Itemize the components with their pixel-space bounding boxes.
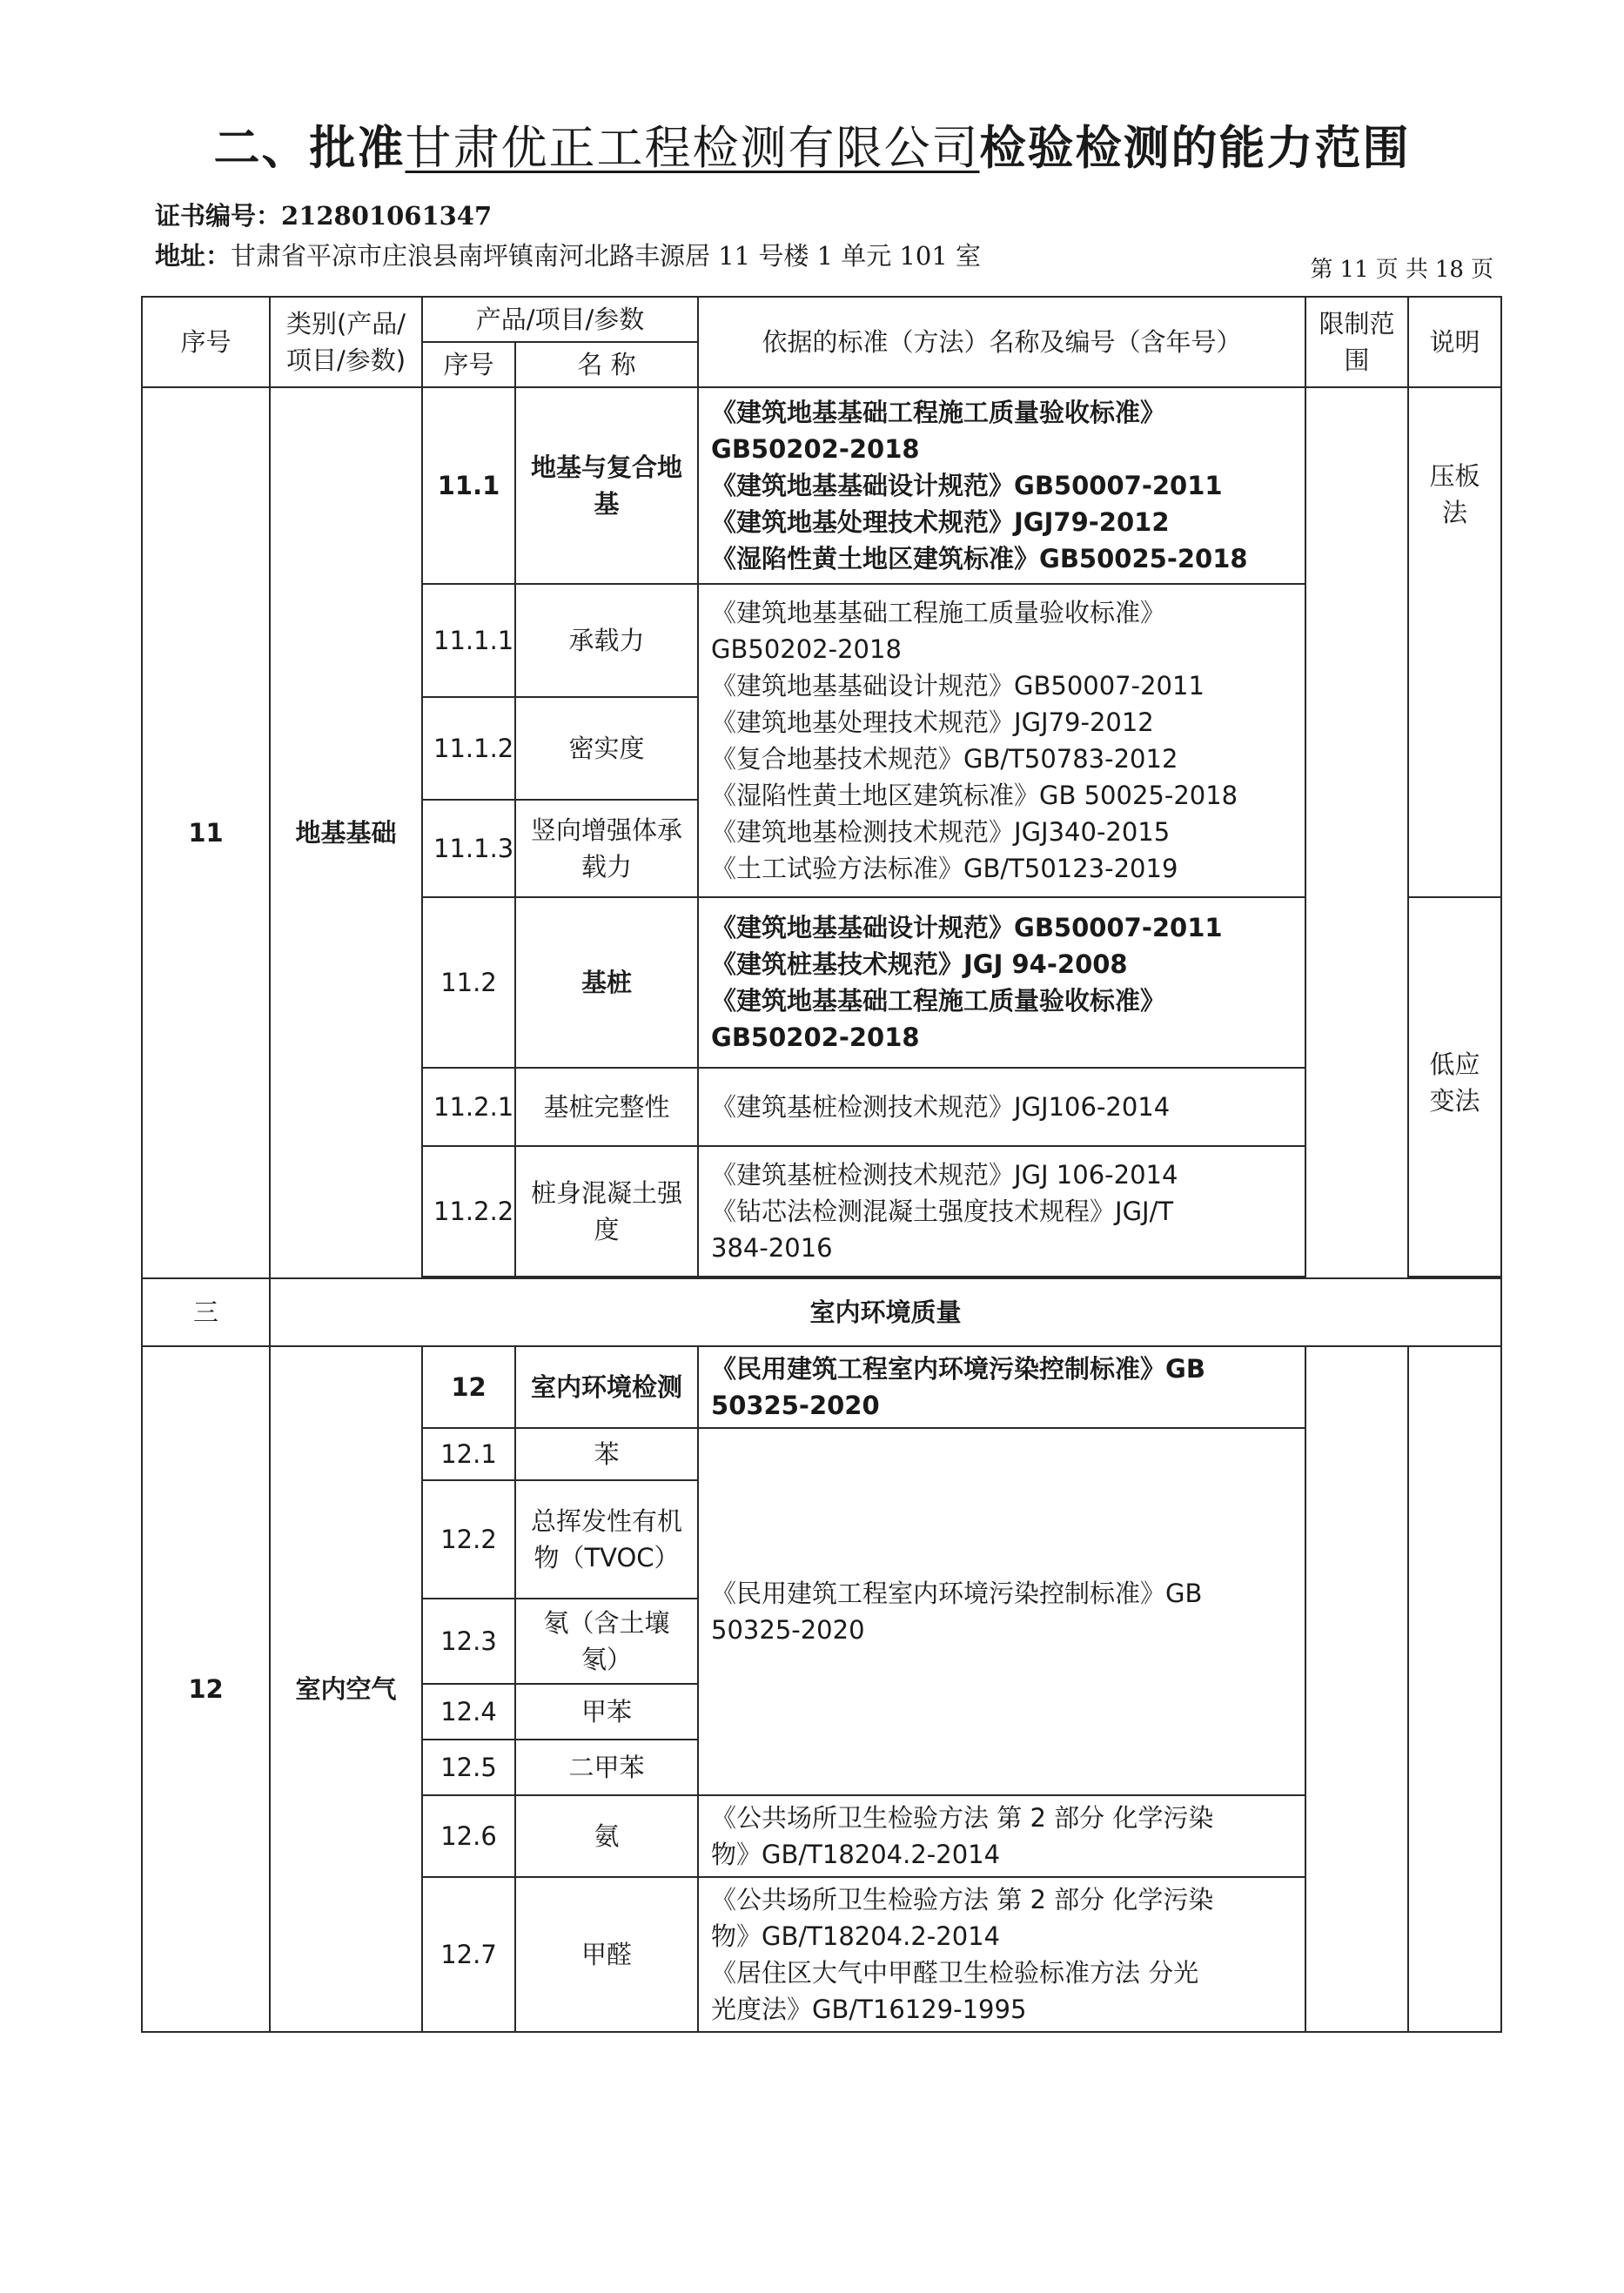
header-category: 类别(产品/项目/参数)	[270, 297, 422, 387]
item-no: 11.1.3	[422, 800, 515, 897]
header-limit: 限制范围	[1305, 297, 1408, 387]
item-name: 甲醛	[515, 1877, 698, 2032]
item-name: 基桩	[515, 897, 698, 1068]
item-name: 基桩完整性	[515, 1068, 698, 1146]
method-note: 低应变法	[1408, 897, 1501, 1277]
certificate-number	[155, 197, 492, 232]
item-no: 12.2	[422, 1480, 515, 1599]
item-no: 12.3	[422, 1599, 515, 1684]
header-name: 名 称	[515, 342, 698, 387]
row-category: 地基基础	[270, 387, 422, 1278]
item-name: 密实度	[515, 697, 698, 800]
item-name: 氨	[515, 1795, 698, 1877]
header-product-group: 产品/项目/参数	[422, 297, 698, 342]
item-no: 12.6	[422, 1795, 515, 1877]
item-no: 11.1.1	[422, 584, 515, 697]
item-no: 11.1.2	[422, 697, 515, 800]
item-standards: 《建筑地基基础工程施工质量验收标准》 GB50202-2018 《建筑地基基础设计规范》GB50007-2011 《建筑地基处理技术规范》JGJ79-2012 《湿陷性黄土地区建筑标准》GB50025-2018	[698, 387, 1305, 584]
item-standards: 《公共场所卫生检验方法 第 2 部分 化学污染 物》GB/T18204.2-2014 《居住区大气中甲醛卫生检验标准方法 分光 光度法》GB/T16129-1995	[698, 1877, 1305, 2032]
group-standards: 《建筑地基基础工程施工质量验收标准》 GB50202-2018 《建筑地基基础设计规范》GB50007-2011 《建筑地基处理技术规范》JGJ79-2012 《复合地基技术规范》GB/T50783-2012 《湿陷性黄土地区建筑标准》GB 50025-2018 《建筑地基检测技术规范》JGJ340-2015 《土工试验方法标准》GB/T50123-2019	[698, 584, 1305, 897]
item-name: 氡（含土壤氡）	[515, 1599, 698, 1684]
item-name: 竖向增强体承载力	[515, 800, 698, 897]
row-seq: 11	[142, 387, 270, 1278]
section-seq: 三	[142, 1278, 270, 1346]
item-no: 11.1	[422, 387, 515, 584]
item-no: 11.2	[422, 897, 515, 1068]
item-name: 室内环境检测	[515, 1346, 698, 1428]
page-title: 二、批准甘肃优正工程检测有限公司检验检测的能力范围	[213, 122, 1411, 175]
address	[155, 237, 981, 272]
item-name: 总挥发性有机物（TVOC）	[515, 1480, 698, 1599]
row-seq: 12	[142, 1346, 270, 2032]
section-row	[142, 1278, 1501, 1346]
address-label: 地址：	[155, 241, 232, 271]
item-name: 桩身混凝土强度	[515, 1146, 698, 1277]
limit-cell	[1305, 387, 1408, 1278]
table-row	[142, 387, 1501, 584]
cert-label: 证书编号：	[155, 201, 282, 231]
company-name: 甘肃优正工程检测有限公司	[405, 122, 980, 175]
page-number: 第 11 页 共 18 页	[1310, 257, 1493, 283]
header-note: 说明	[1408, 297, 1501, 387]
section-title: 室内环境质量	[270, 1278, 1501, 1346]
item-no: 12.4	[422, 1684, 515, 1740]
item-name: 地基与复合地基	[515, 387, 698, 584]
item-standards: 《公共场所卫生检验方法 第 2 部分 化学污染 物》GB/T18204.2-2014	[698, 1795, 1305, 1877]
item-no: 12.5	[422, 1740, 515, 1795]
item-name: 苯	[515, 1428, 698, 1480]
header-standard: 依据的标准（方法）名称及编号（含年号）	[698, 297, 1305, 387]
item-no: 12	[422, 1346, 515, 1428]
item-standards: 《建筑地基基础设计规范》GB50007-2011 《建筑桩基技术规范》JGJ 94-2008 《建筑地基基础工程施工质量验收标准》 GB50202-2018	[698, 897, 1305, 1068]
item-name: 承载力	[515, 584, 698, 697]
item-no: 12.7	[422, 1877, 515, 2032]
capability-table	[141, 296, 1502, 2033]
cert-value: 212801061347	[281, 201, 493, 231]
note-cell	[1408, 1346, 1501, 2032]
header-sub-seq: 序号	[422, 342, 515, 387]
item-no: 12.1	[422, 1428, 515, 1480]
header-seq: 序号	[142, 297, 270, 387]
item-standards: 《建筑基桩检测技术规范》JGJ 106-2014 《钻芯法检测混凝土强度技术规程》JGJ/T 384-2016	[698, 1146, 1305, 1277]
item-name: 二甲苯	[515, 1740, 698, 1795]
address-value: 甘肃省平凉市庄浪县南坪镇南河北路丰源居 11 号楼 1 单元 101 室	[231, 241, 982, 271]
method-note: 压板法	[1408, 387, 1501, 897]
item-no: 11.2.1	[422, 1068, 515, 1146]
row-category: 室内空气	[270, 1346, 422, 2032]
item-no: 11.2.2	[422, 1146, 515, 1277]
table-row	[142, 1346, 1501, 1428]
item-standards: 《民用建筑工程室内环境污染控制标准》GB 50325-2020	[698, 1346, 1305, 1428]
item-standards: 《建筑基桩检测技术规范》JGJ106-2014	[698, 1068, 1305, 1146]
group-standards: 《民用建筑工程室内环境污染控制标准》GB 50325-2020	[698, 1428, 1305, 1795]
limit-cell	[1305, 1346, 1408, 2032]
item-name: 甲苯	[515, 1684, 698, 1740]
